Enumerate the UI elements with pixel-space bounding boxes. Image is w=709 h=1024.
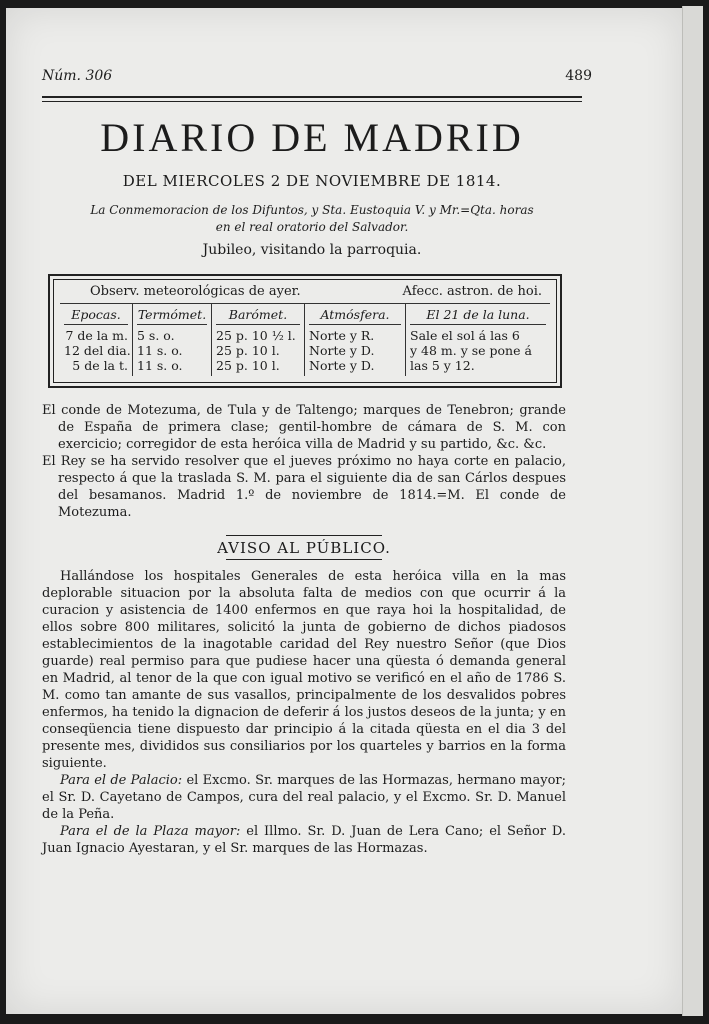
col-barometro <box>212 304 305 376</box>
col-luna-header: El 21 de la luna. <box>410 307 546 325</box>
weather-table <box>48 274 562 388</box>
saints-line-1: La Conmemoracion de los Difuntos, y Sta. Eustoquia V. y Mr.=Qta. horas <box>90 203 534 217</box>
dateline: DEL MIERCOLES 2 DE NOVIEMBRE DE 1814. <box>122 172 502 190</box>
luna-line: Sale el sol á las 6 <box>410 328 520 343</box>
decree-text: El Rey se ha servido resolver que el jueves próximo no haya corte en palacio, respecto á que la traslada S. M. para el siguiente dia de san Cárlos despues del besamanos. Madrid 1.º de noviembre de 1814.=M. El conde de Motezuma. <box>42 454 566 520</box>
saints-of-day <box>42 202 582 236</box>
weather-grid <box>60 303 550 376</box>
article-body <box>42 402 566 857</box>
col-atmosfera <box>305 304 406 376</box>
plaza-paragraph <box>42 823 566 857</box>
masthead-rule <box>42 96 582 102</box>
aviso-paragraph: Hallándose los hospitales Generales de esta heróica villa en la mas deplorable situacion por la absoluta falta de medios con que ocurrir á la curacion y asistencia de 1400 enfermos en que raya hoi la hospitalidad, de ellos sobre 800 militares, solicitó la junta de gobierno de dichos piadosos establecimientos de la inagotable caridad del Rey nuestro Señor (que Dios guarde) real permiso para que pudiese hacer una qüesta ó demanda general en Madrid, al tenor de la que con igual motivo se verificó en el año de 1786 S. M. como tan amante de sus vasallos, principalmente de los desvalidos pobres enfermos, ha tenido la dignacion de deferir á los justos deseos de la junta; y en conseqüencia tiene dispuesto dar principio á la citada qüesta en el dia 3 del presente mes, divididos sus consiliarios por los quarteles y barrios en la forma siguiente. <box>42 569 566 771</box>
aviso-title: AVISO AL PÚBLICO. <box>217 539 391 557</box>
atmos-cell: Norte y D. <box>309 358 375 373</box>
aviso-top-rule <box>226 535 382 536</box>
epoca-cell: 5 de la t. <box>72 358 128 373</box>
page-content <box>42 68 592 857</box>
number-line <box>42 68 592 90</box>
atmos-cell: Norte y R. <box>309 328 375 343</box>
col-termometro-header: Termómet. <box>137 307 207 325</box>
aviso-heading <box>42 535 566 560</box>
termo-cell: 11 s. o. <box>137 358 183 373</box>
col-epocas-header: Epocas. <box>64 307 128 325</box>
luna-line: y 48 m. y se pone á <box>410 343 532 358</box>
col-atmosfera-header: Atmósfera. <box>309 307 401 325</box>
palacio-text: el Excmo. Sr. marques de las Hormazas, hermano mayor; el Sr. D. Cayetano de Campos, cura del real palacio, y el Excmo. Sr. D. Manuel de la Peña. <box>42 773 566 822</box>
page-edge <box>682 6 703 1016</box>
page-number: 489 <box>565 68 592 84</box>
col-termometro <box>133 304 212 376</box>
jubileo-line: Jubileo, visitando la parroquia. <box>202 242 422 258</box>
issue-number: Núm. 306 <box>42 68 113 84</box>
saints-line-2: en el real oratorio del Salvador. <box>215 220 409 234</box>
col-luna <box>406 304 550 376</box>
baro-cell: 25 p. 10 l. <box>216 343 280 358</box>
palacio-lead: Para el de Palacio: <box>60 773 183 788</box>
baro-cell: 25 p. 10 l. <box>216 358 280 373</box>
weather-header <box>60 284 550 303</box>
newspaper-page <box>6 8 682 1014</box>
luna-line: las 5 y 12. <box>410 358 475 373</box>
weather-header-left: Observ. meteorológicas de ayer. <box>90 284 301 299</box>
col-barometro-header: Barómet. <box>216 307 300 325</box>
masthead-title: DIARIO DE MADRID <box>100 115 524 160</box>
baro-cell: 25 p. 10 ½ l. <box>216 328 296 343</box>
col-epocas <box>60 304 133 376</box>
termo-cell: 5 s. o. <box>137 328 175 343</box>
atmos-cell: Norte y D. <box>309 343 375 358</box>
epoca-cell: 7 de la m. <box>65 328 128 343</box>
termo-cell: 11 s. o. <box>137 343 183 358</box>
palacio-paragraph <box>42 772 566 823</box>
decree-title: El conde de Motezuma, de Tula y de Taltengo; marques de Tenebron; grande de España de primera clase; gentil-hombre de cámara de S. M. con exercicio; corregidor de esta heróica villa de Madrid y su partido, &c. &c. <box>42 403 566 452</box>
plaza-text: el Illmo. Sr. D. Juan de Lera Cano; el Señor D. Juan Ignacio Ayestaran, y el Sr. marques de las Hormazas. <box>42 824 566 856</box>
epoca-cell: 12 del dia. <box>64 343 131 358</box>
plaza-lead: Para el de la Plaza mayor: <box>60 824 241 839</box>
aviso-bottom-rule <box>226 559 382 560</box>
weather-header-right: Afecc. astron. de hoi. <box>402 284 542 299</box>
weather-table-inner <box>53 279 557 383</box>
